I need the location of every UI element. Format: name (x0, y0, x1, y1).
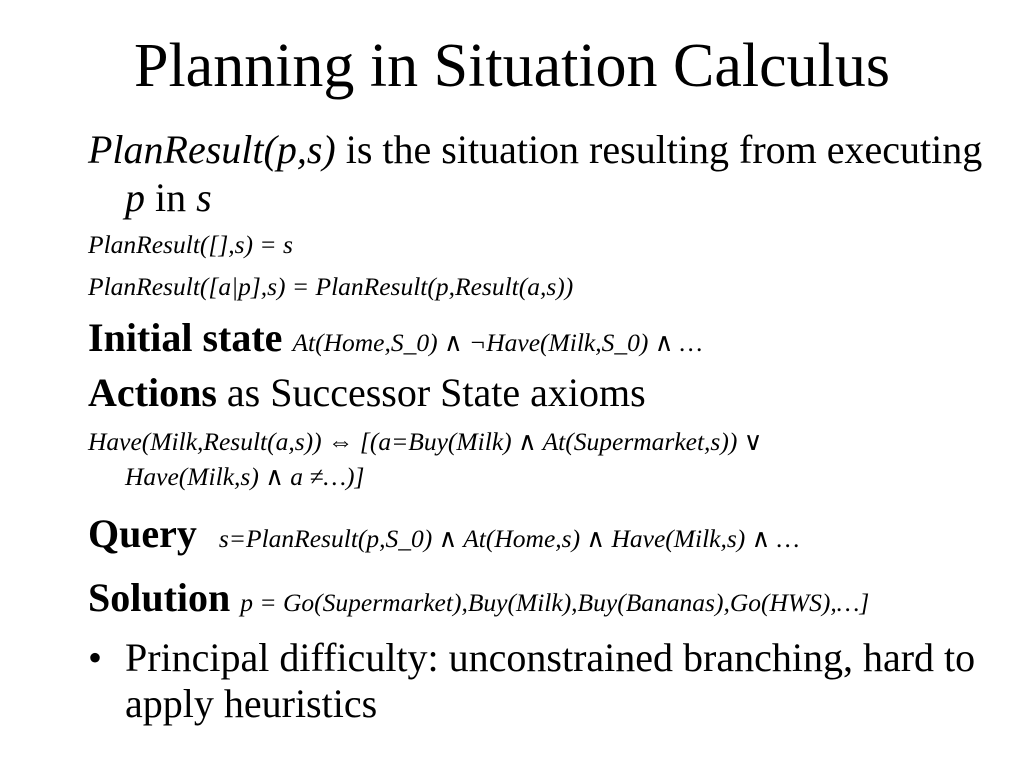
definition-connector: in (155, 175, 187, 220)
bullet-text-line-2: apply heuristics (125, 681, 378, 726)
definition-description: is the situation resulting from executing (345, 127, 983, 172)
initial-state-line (88, 315, 703, 360)
solution-line (88, 575, 870, 620)
query-line (88, 511, 800, 556)
slide-title: Planning in Situation Calculus (133, 32, 891, 100)
bullet-text-line-1: Principal difficulty: unconstrained branching, hard to (125, 635, 976, 680)
initial-state-label: Initial state (88, 315, 283, 360)
recursive-case-formula: PlanResult([a|p],s) = PlanResult(p,Result(a,s)) (88, 272, 574, 301)
axiom-line-2: Have(Milk,s) ∧ a ≠…)] (125, 462, 365, 491)
situation-variable: s (196, 175, 212, 220)
definition-term: PlanResult(p,s) (88, 127, 336, 172)
initial-state-formula: At(Home,S_0) ∧ ¬Have(Milk,S_0) ∧ … (292, 328, 703, 357)
query-formula: s=PlanResult(p,S_0) ∧ At(Home,s) ∧ Have(Milk,s) ∧ … (218, 524, 800, 553)
solution-label: Solution (88, 575, 231, 620)
query-label: Query (88, 511, 197, 556)
definition-continuation (125, 175, 212, 220)
definition-line (88, 127, 983, 172)
base-case-formula: PlanResult([],s) = s (88, 230, 293, 259)
solution-formula: p = Go(Supermarket),Buy(Milk),Buy(Bananas),Go(HWS),…] (240, 588, 870, 617)
plan-variable: p (125, 175, 145, 220)
actions-text: as Successor State axioms (226, 370, 646, 415)
actions-label: Actions (88, 370, 217, 415)
actions-line (88, 370, 646, 415)
axiom-line-1: Have(Milk,Result(a,s)) ⇔ [(a=Buy(Milk) ∧ At(Supermarket,s)) ∨ (88, 427, 763, 456)
bullet-symbol: • (88, 635, 103, 680)
